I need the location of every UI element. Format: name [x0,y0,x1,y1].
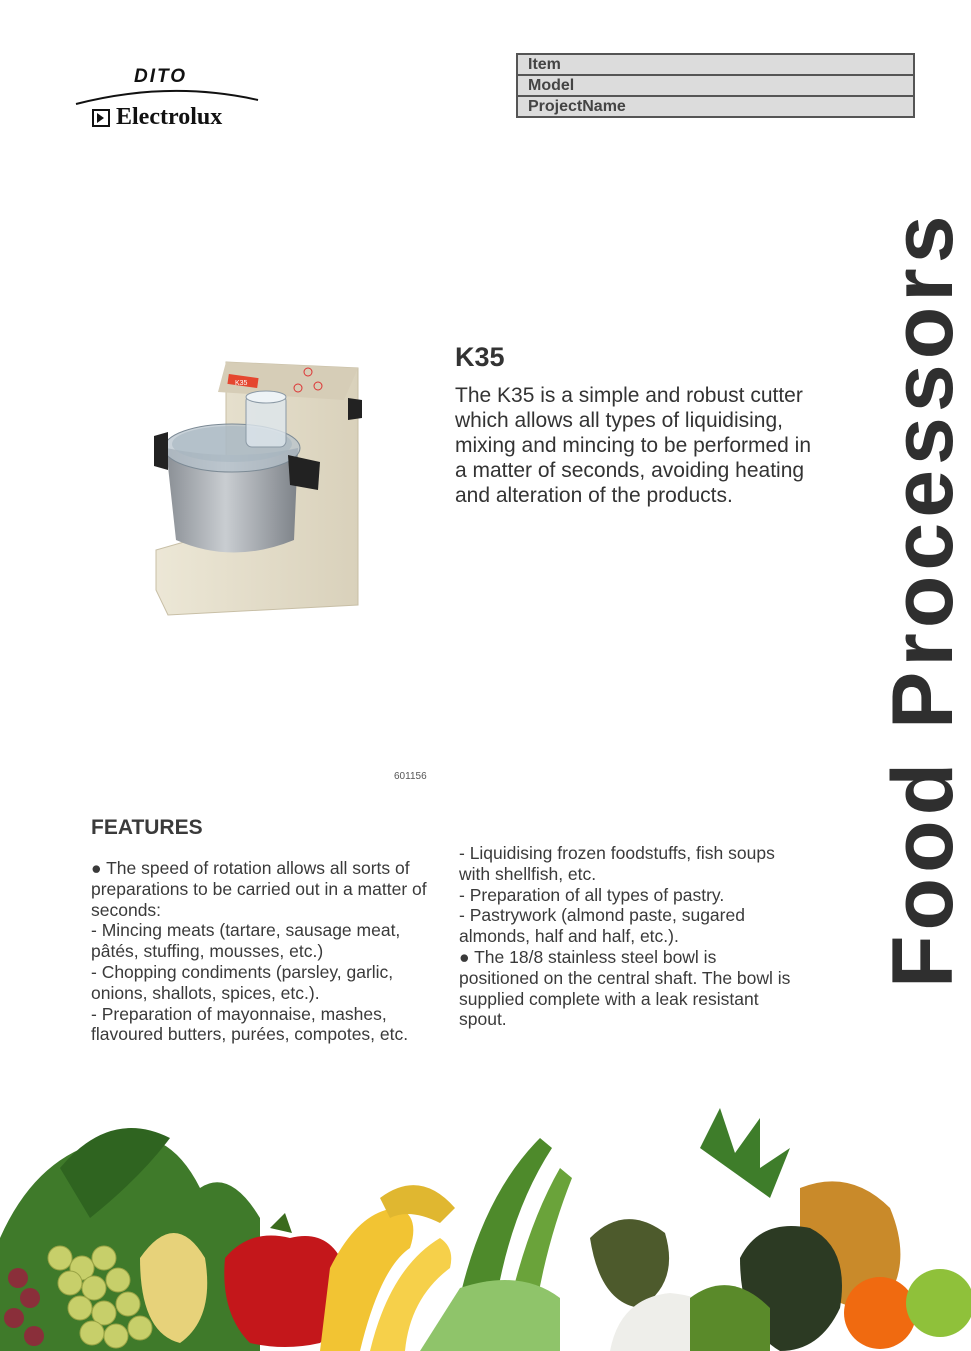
info-row-model: Model [517,75,914,96]
dito-wordmark: DITO [134,66,188,87]
electrolux-logo [74,64,264,136]
feature-line: ● The 18/8 stainless steel bowl is positioned on the central shaft. The bowl is supplied complete with a leak resistant spout. [459,946,791,1030]
electrolux-wordmark: Electrolux [92,104,222,131]
product-title: K35 [455,342,505,372]
product-description: The K35 is a simple and robust cutter which allows all types of liquidising, mixing and mincing to be performed in a matter of seconds, avoiding heating and alteration of the products. [455,384,812,507]
features-column-2 [459,843,799,1030]
electrolux-symbol-icon [92,109,110,127]
category-title: Food Processors [875,210,971,988]
features-heading: FEATURES [91,816,203,839]
info-table [516,53,915,118]
info-row-item: Item [517,54,914,75]
feature-line: ● The speed of rotation allows all sorts of preparations to be carried out in a matter of seconds: [91,858,427,920]
info-row-projectname: ProjectName [517,96,914,117]
logo-arc [74,86,264,106]
image-code: 601156 [394,771,427,782]
panel-label: K35 [235,380,248,387]
feature-line: - Pastrywork (almond paste, sugared almonds, half and half, etc.). [459,905,745,947]
feature-line: - Liquidising frozen foodstuffs, fish soups with shellfish, etc. [459,843,775,884]
vegetables-banner-image [0,1108,954,1351]
feature-line: - Mincing meats (tartare, sausage meat, pâtés, stuffing, mousses, etc.) [91,920,401,962]
feature-line: - Chopping condiments (parsley, garlic, onions, shallots, spices, etc.). [91,961,394,1003]
features-column-1 [91,858,431,1045]
food-processor-image [148,350,368,625]
feature-line: - Preparation of all types of pastry. [459,884,725,905]
feature-line: - Preparation of mayonnaise, mashes, flavoured butters, purées, compotes, etc. [91,1003,409,1045]
